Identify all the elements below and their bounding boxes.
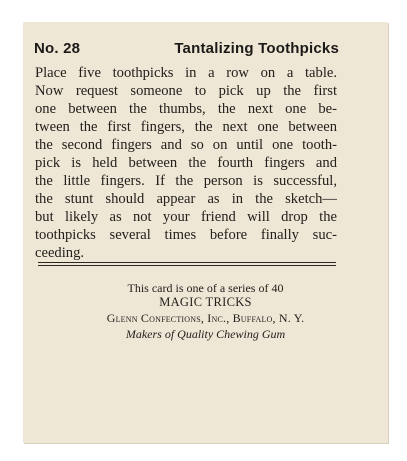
company-tagline: Makers of Quality Chewing Gum [125, 327, 286, 341]
card-title: Tantalizing Toothpicks [174, 40, 339, 57]
trick-instructions [35, 64, 337, 262]
instruction-line: ceeding. [35, 245, 85, 261]
instruction-line: but likely as not your friend will drop the [35, 209, 337, 225]
instruction-line: pick is held between the fourth fingers and [35, 155, 337, 171]
instruction-line: the little fingers. If the person is successful, [35, 173, 337, 189]
instruction-line: Now request someone to pick up the first [35, 83, 337, 99]
divider-rule-top [38, 262, 336, 263]
instruction-line: the stunt should appear as in the sketch— [35, 191, 337, 207]
instruction-line: Place five toothpicks in a row on a table. [35, 65, 337, 81]
card-header [34, 40, 339, 60]
divider-rule-bottom [38, 265, 336, 266]
instruction-line: tween the first fingers, the next one between [35, 119, 337, 135]
instruction-line: the second fingers and so on until one tooth- [35, 137, 337, 153]
series-name: MAGIC TRICKS [159, 295, 252, 309]
series-note: This card is one of a series of 40 [127, 281, 284, 295]
card-number: No. 28 [34, 40, 81, 57]
instruction-line: one between the thumbs, the next one be- [35, 101, 337, 117]
instruction-line: toothpicks several times before finally suc- [35, 227, 337, 243]
company-name: Glenn Confections, Inc., Buffalo, N. Y. [106, 311, 305, 325]
